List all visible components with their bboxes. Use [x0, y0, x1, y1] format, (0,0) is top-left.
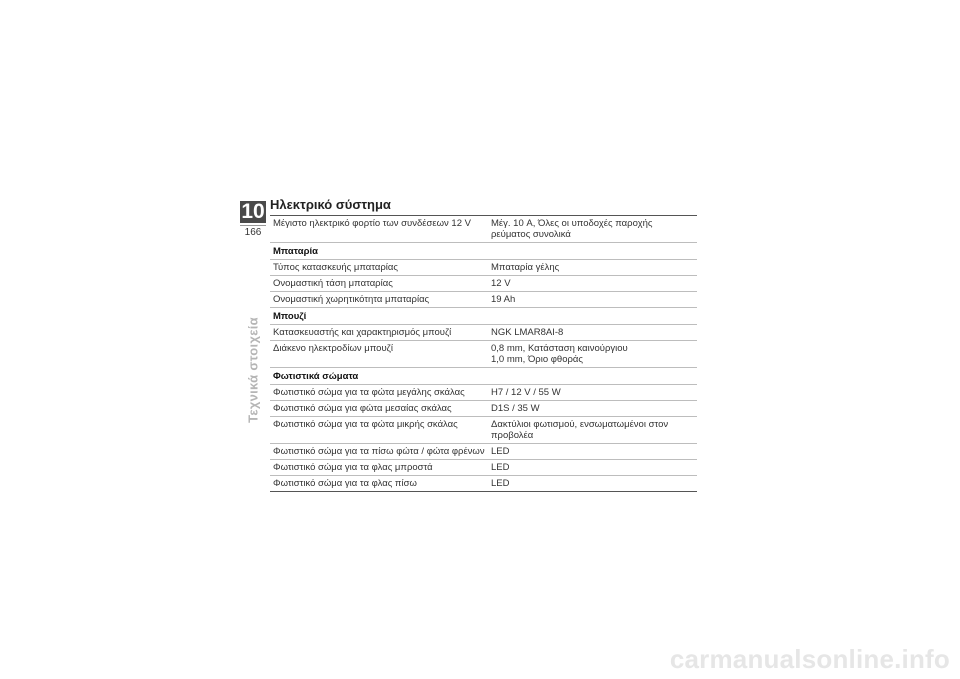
- table-row: [270, 260, 697, 276]
- spec-label: Φωτιστικό σώμα για τα φλας μπροστά: [270, 460, 488, 476]
- spec-label: Ονομαστική χωρητικότητα μπαταρίας: [270, 292, 488, 308]
- spec-value: Μπαταρία γέλης: [488, 260, 697, 276]
- group-heading-label: Μπαταρία: [270, 243, 697, 260]
- table-row: [270, 341, 697, 368]
- spec-value: NGK LMAR8AI-8: [488, 325, 697, 341]
- chapter-number: 10: [241, 200, 265, 223]
- group-heading-bulbs: [270, 368, 697, 385]
- spec-label: Ονομαστική τάση μπαταρίας: [270, 276, 488, 292]
- group-heading-label: Μπουζί: [270, 308, 697, 325]
- spec-value: LED: [488, 460, 697, 476]
- spec-label: Τύπος κατασκευής μπαταρίας: [270, 260, 488, 276]
- table-row: [270, 476, 697, 492]
- table-row: [270, 276, 697, 292]
- group-heading-battery: [270, 243, 697, 260]
- electrical-spec-table: [270, 215, 697, 492]
- spec-label: Κατασκευαστής και χαρακτηρισμός μπουζί: [270, 325, 488, 341]
- spec-value: Δακτύλιοι φωτισμού, ενσωματωμένοι στον προβολέα: [488, 417, 697, 444]
- spec-value: 19 Ah: [488, 292, 697, 308]
- spec-value: H7 / 12 V / 55 W: [488, 385, 697, 401]
- spec-value: LED: [488, 476, 697, 492]
- spec-value: 12 V: [488, 276, 697, 292]
- spec-value: [488, 341, 697, 368]
- table-row: [270, 325, 697, 341]
- spec-value: D1S / 35 W: [488, 401, 697, 417]
- spec-label: Φωτιστικό σώμα για τα πίσω φώτα / φώτα φρένων: [270, 444, 488, 460]
- table-row: [270, 385, 697, 401]
- group-heading-label: Φωτιστικά σώματα: [270, 368, 697, 385]
- table-row: [270, 401, 697, 417]
- spec-label: Μέγιστο ηλεκτρικό φορτίο των συνδέσεων 12 V: [270, 216, 488, 243]
- section-title: Ηλεκτρικό σύστημα: [270, 197, 391, 212]
- spec-value-line: 0,8 mm, Κατάσταση καινούργιου: [491, 343, 628, 354]
- spec-value: Μέγ. 10 A, Όλες οι υποδοχές παροχής ρεύματος συνολικά: [488, 216, 697, 243]
- table-row: [270, 216, 697, 243]
- spec-value-line: 1,0 mm, Όριο φθοράς: [491, 354, 583, 365]
- table-row: [270, 417, 697, 444]
- spec-label: Διάκενο ηλεκτροδίων μπουζί: [270, 341, 488, 368]
- spec-label: Φωτιστικό σώμα για τα φλας πίσω: [270, 476, 488, 492]
- table-row: [270, 444, 697, 460]
- spec-label: Φωτιστικό σώμα για φώτα μεσαίας σκάλας: [270, 401, 488, 417]
- table-row: [270, 292, 697, 308]
- group-heading-spark-plug: [270, 308, 697, 325]
- chapter-side-label: Τεχνικά στοιχεία: [245, 317, 261, 423]
- page-number: 166: [240, 225, 266, 238]
- spec-value: LED: [488, 444, 697, 460]
- spec-label: Φωτιστικό σώμα για τα φώτα μικρής σκάλας: [270, 417, 488, 444]
- table-row: [270, 460, 697, 476]
- watermark: carmanualsonline.info: [669, 644, 950, 674]
- spec-label: Φωτιστικό σώμα για τα φώτα μεγάλης σκάλας: [270, 385, 488, 401]
